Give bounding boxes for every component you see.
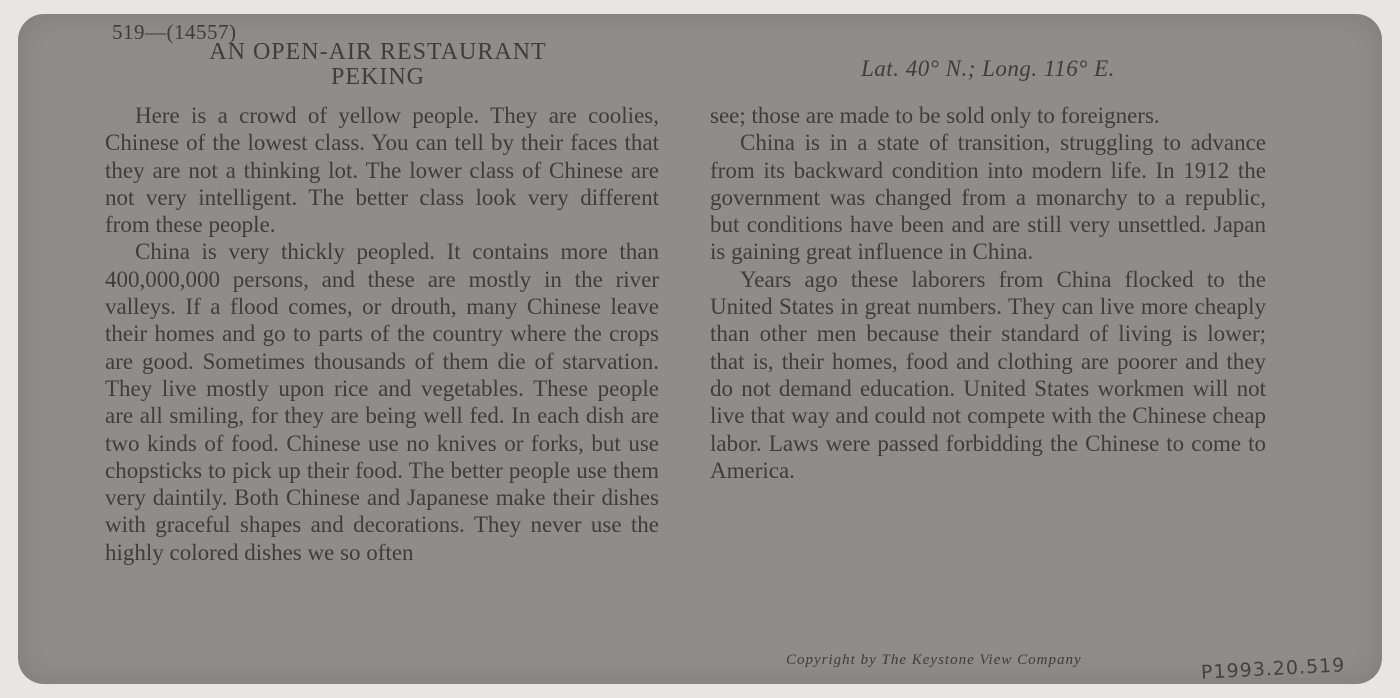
right-text-column: [710, 102, 1266, 484]
right-continuation: see; those are made to be sold only to foreigners.: [710, 103, 1160, 128]
left-paragraph-1: Here is a crowd of yellow people. They are coolies, Chinese of the lowest class. You can tell by their faces that they are not a thinking lot. The lower class of Chinese are not very intelligent. The better class look very different from these people.: [105, 103, 659, 238]
right-paragraph-1: China is in a state of transition, struggling to advance from its backward condition into modern life. In 1912 the government was changed from a monarchy to a republic, but conditions have been and are still very unsettled. Japan is gaining great influence in China.: [710, 130, 1266, 265]
copyright-notice: Copyright by The Keystone View Company: [786, 652, 1082, 668]
right-paragraph-2: Years ago these laborers from China flocked to the United States in great numbers. They can live more cheaply than other men because their standard of living is lower; that is, their homes, food and clothing are poorer and they do not demand education. United States workmen will not live that way and could not compete with the Chinese cheap labor. Laws were passed forbidding the Chinese to come to America.: [710, 266, 1266, 483]
accession-number: P1993.20.519: [1200, 654, 1346, 684]
stereograph-card-back: [18, 14, 1382, 684]
title-line-1: AN OPEN-AIR RESTAURANT: [209, 39, 547, 65]
card-title: [138, 40, 618, 90]
card-number: 519—(14557): [112, 20, 237, 44]
title-line-2: PEKING: [331, 64, 425, 90]
left-text-column: [105, 102, 659, 566]
left-paragraph-2: China is very thickly peopled. It contains more than 400,000,000 persons, and these are mostly in the river valleys. If a flood comes, or drouth, many Chinese leave their homes and go to parts of the country where the crops are good. Sometimes thousands of them die of starvation. They live mostly upon rice and vegetables. These people are all smiling, for they are being well fed. In each dish are two kinds of food. Chinese use no knives or forks, but use chopsticks to pick up their food. The better people use them very daintily. Both Chinese and Japanese make their dishes with graceful shapes and decorations. They never use the highly colored dishes we so often: [105, 239, 659, 565]
coordinates: Lat. 40° N.; Long. 116° E.: [861, 56, 1115, 81]
